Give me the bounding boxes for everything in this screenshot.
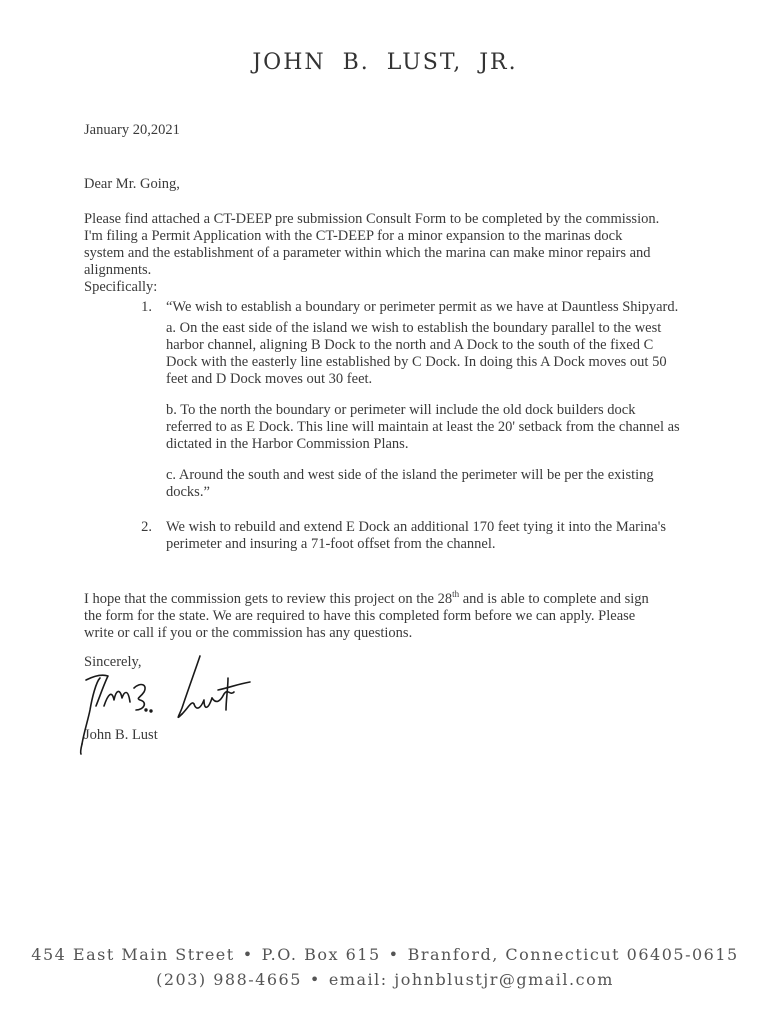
footer-address: 454 East Main Street • P.O. Box 615 • Branford, Connecticut 06405-0615: [31, 945, 739, 964]
signer-name: John B. Lust: [84, 727, 158, 743]
footer-email-label: email:: [328, 970, 388, 989]
list-item-number: 2.: [141, 519, 152, 535]
footer-street: 454 East Main Street: [31, 945, 235, 964]
specifically-label: Specifically:: [84, 279, 158, 295]
sincerely: Sincerely,: [84, 654, 142, 670]
list-item-number: 1.: [141, 299, 152, 315]
intro-text: Please find attached a CT-DEEP pre submission Consult Form to be completed by the commission. I'm filing a Permit Application with the CT-DEEP for a minor expansion to the marinas dock system and the establishment of a parameter within which the marina can make minor repairs and alignments.: [84, 211, 660, 278]
footer-city: Branford, Connecticut 06405-0615: [407, 945, 739, 964]
sub-item-a: a. On the east side of the island we wish to establish the boundary parallel to the west harbor channel, aligning B Dock to the north and A Dock to the south of the fixed C Dock with the easterly line established by C Dock. In doing this A Dock moves out 50 feet and D Dock moves out 30 feet.: [166, 320, 667, 387]
list-item: [84, 299, 684, 501]
letterhead-name: JOHN B. LUST, JR.: [252, 50, 518, 75]
list-item-text: “We wish to establish a boundary or perimeter permit as we have at Dauntless Shipyard.: [166, 299, 679, 315]
footer-po-box: P.O. Box 615: [261, 945, 381, 964]
letter-date: January 20,2021: [84, 122, 180, 138]
salutation: Dear Mr. Going,: [84, 176, 180, 192]
request-list: [84, 299, 684, 553]
closing-paragraph: I hope that the commission gets to review this project on the 28th and is able to complete and sign the form for the state. We are required to have this completed form before we can apply. Please write or call if you or the commission has any questions.: [84, 589, 649, 641]
list-item-text: We wish to rebuild and extend E Dock an additional 170 feet tying it into the Marina's perimeter and insuring a 71-foot offset from the channel.: [166, 519, 666, 552]
footer-email[interactable]: johnblustjr@gmail.com: [394, 970, 614, 989]
sub-item-b: b. To the north the boundary or perimeter will include the old dock builders dock referred to as E Dock. This line will maintain at least the 20' setback from the channel as dictated in the Harbor Commission Plans.: [166, 402, 680, 452]
intro-paragraph: [84, 211, 664, 296]
list-item: [84, 519, 684, 553]
sub-item-c: c. Around the south and west side of the island the perimeter will be per the existing docks.”: [166, 467, 654, 500]
footer-phone: (203) 988-4665: [156, 970, 302, 989]
footer-contact: (203) 988-4665 • email: johnblustjr@gmail.com: [156, 970, 614, 989]
